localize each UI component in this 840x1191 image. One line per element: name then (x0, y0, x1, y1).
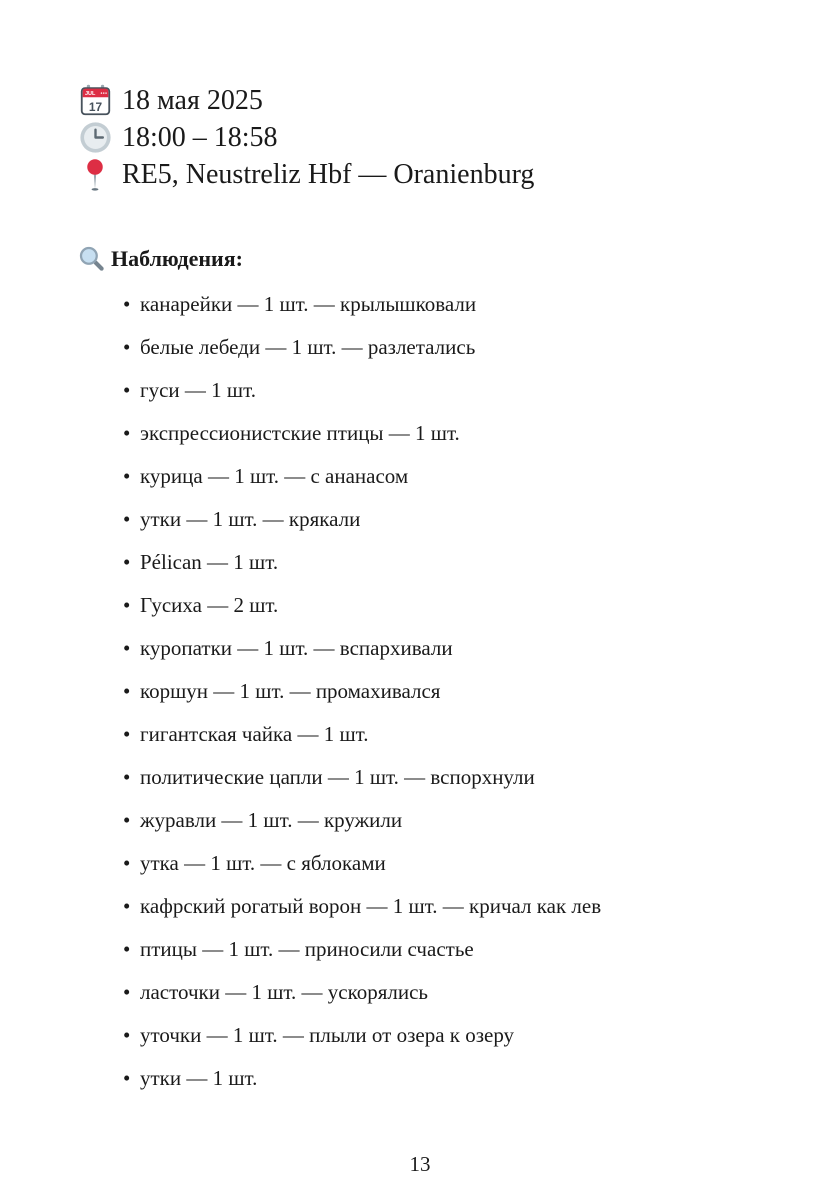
list-item: • гуси — 1 шт. (140, 377, 780, 403)
trip-time: 18:00 – 18:58 (122, 121, 278, 153)
list-item: • журавли — 1 шт. — кружили (140, 807, 780, 833)
trip-header (78, 82, 780, 193)
list-item: • ласточки — 1 шт. — ускорялись (140, 979, 780, 1005)
calendar-day-label: 17 (88, 100, 102, 115)
list-item: • куропатки — 1 шт. — вспархивали (140, 635, 780, 661)
list-item: • коршун — 1 шт. — промахивался (140, 678, 780, 704)
list-item: • утка — 1 шт. — с яблоками (140, 850, 780, 876)
list-item: • экспрессионистские птицы — 1 шт. (140, 420, 780, 446)
trip-route: RE5, Neustreliz Hbf — Oranienburg (122, 158, 535, 190)
page-number: 13 (409, 1152, 431, 1176)
list-item: • кафрский рогатый ворон — 1 шт. — кричал как лев (140, 893, 780, 919)
list-item: • курица — 1 шт. — с ананасом (140, 463, 780, 489)
calendar-icon (78, 84, 112, 117)
list-item: • уточки — 1 шт. — плыли от озера к озеру (140, 1022, 780, 1048)
list-item: • белые лебеди — 1 шт. — разлетались (140, 334, 780, 360)
observations-heading-label: Наблюдения: (111, 245, 243, 271)
time-row (78, 119, 780, 156)
observations-heading (78, 245, 780, 272)
clock-icon (78, 121, 112, 154)
pin-icon (78, 158, 112, 192)
date-row (78, 82, 780, 119)
route-row (78, 156, 780, 193)
list-item: • Pélican — 1 шт. (140, 549, 780, 575)
observations-list (140, 291, 780, 1091)
list-item: • гигантская чайка — 1 шт. (140, 721, 780, 747)
magnifier-icon (78, 245, 105, 272)
list-item: • утки — 1 шт. (140, 1065, 780, 1091)
calendar-month-label: JUL (84, 91, 95, 97)
list-item: • утки — 1 шт. — крякали (140, 506, 780, 532)
trip-date: 18 мая 2025 (122, 84, 263, 116)
list-item: • птицы — 1 шт. — приносили счастье (140, 936, 780, 962)
list-item: • Гусиха — 2 шт. (140, 592, 780, 618)
list-item: • канарейки — 1 шт. — крылышковали (140, 291, 780, 317)
list-item: • политические цапли — 1 шт. — вспорхнули (140, 764, 780, 790)
